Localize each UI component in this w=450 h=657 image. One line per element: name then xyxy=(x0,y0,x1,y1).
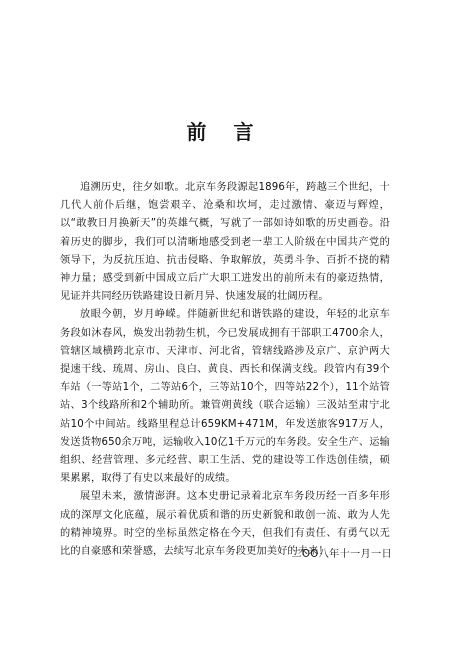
preface-body xyxy=(60,179,390,561)
page-title: 前 言 xyxy=(186,120,264,144)
date-line: 二OO八年十一月一日 xyxy=(291,549,392,560)
paragraph-future: 展望未来，激情澎湃。这本史册记录着北京车务段历经一百多年形成的深厚文化底蕴，展示着优质和谐的历史新貌和敢创一流、敢为人先的精神境界。时空的坐标虽然定格在今天，但我们有责任、有勇气以无比的自豪感和荣誉感，去续写北京车务段更加美好的未来！ xyxy=(60,491,390,558)
paragraph-present: 放眼今朝，岁月峥嵘。伴随新世纪和谐铁路的建设，年轻的北京车务段如沐春风，焕发出勃勃生机，今已发展成拥有干部职工4700余人，管辖区域横跨北京市、天津市、河北省，管辖线路涉及京广、京沪两大提速干线、琉周、房山、良白、黄良、西长和保满支线。段管内有39个车站（一等站1个，二等站6个，三等站10个，四等站22个），11个站管站、3个线路所和2个辅助所。兼管朔黄线（联合运输）三汲站至肃宁北站10个中间站。线路里程总计659KM+471M，年发送旅客917万人，发送货物650余万吨，运输收入10亿1千万元的车务段。安全生产、运输组织、经营管理、多元经营、职工生活、党的建设等工作迭创佳绩，硕果累累，取得了有史以来最好的成绩。 xyxy=(60,309,390,485)
paragraph-history: 追溯历史，往夕如歌。北京车务段源起1896年，跨越三个世纪，十几代人前仆后继，饱尝艰辛、沧桑和坎坷，走过激情、豪迈与辉煌，以“敢教日月换新天”的英雄气概，写就了一部如诗如歌的历史画卷。沿着历史的脚步，我们可以清晰地感受到老一辈工人阶级在中国共产党的领导下，为反抗压迫、抗击侵略、争取解放，英勇斗争、百折不挠的精神力量；感受到新中国成立后广大职工进发出的前所未有的豪迈热情，见证并共同经历铁路建设日新月异、快速发展的壮阔历程。 xyxy=(60,182,390,303)
